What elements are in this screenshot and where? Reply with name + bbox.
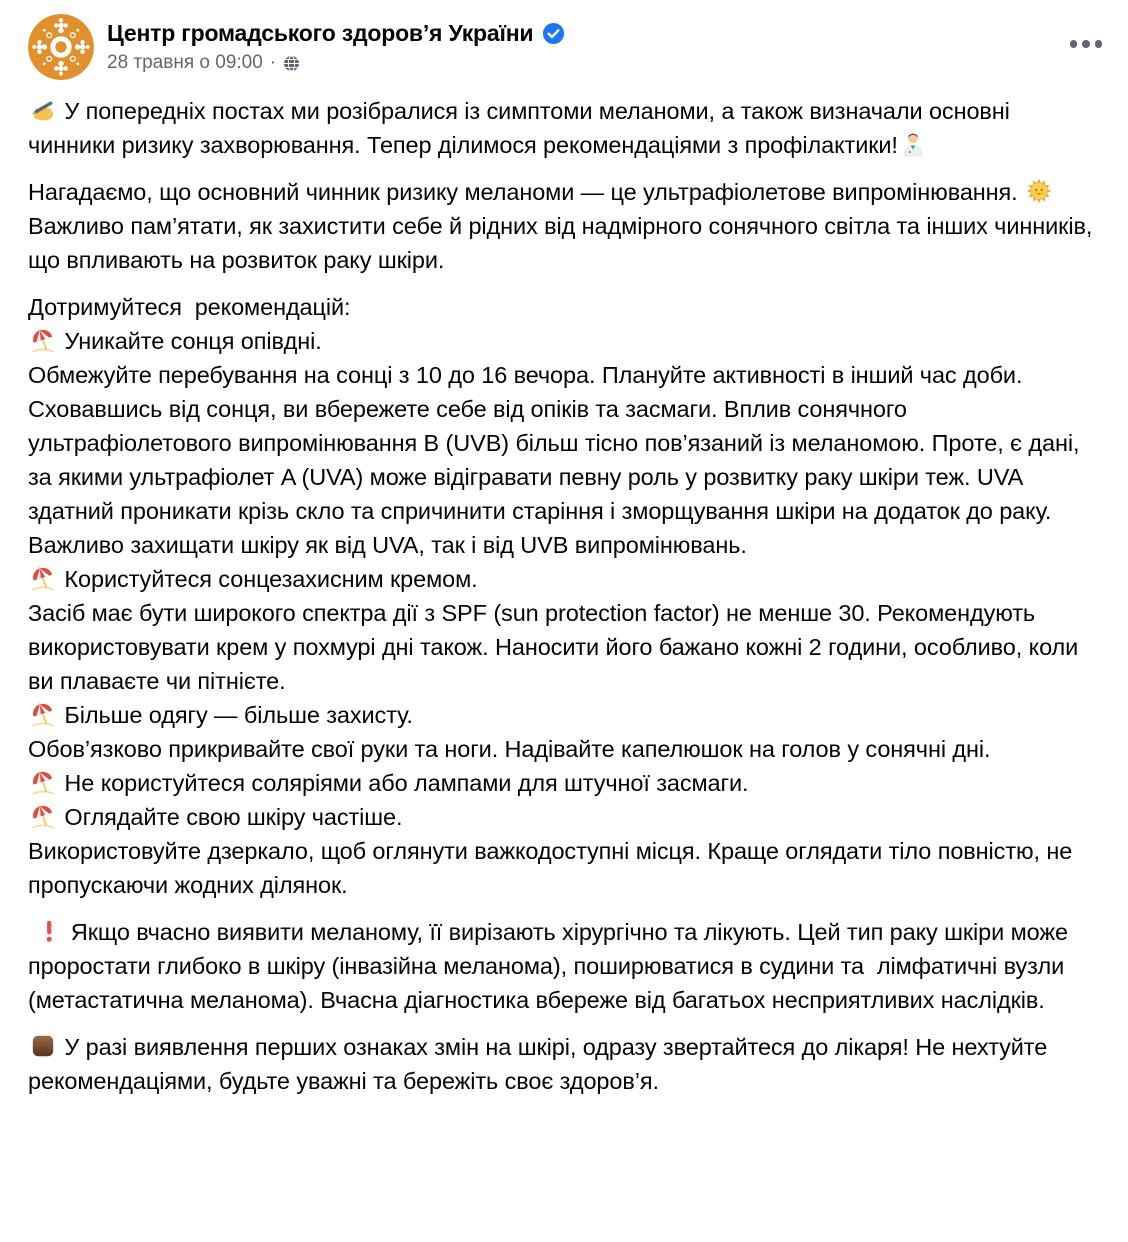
post-text-run: Якщо вчасно виявити меланому, її вирізають хірургічно та лікують. Цей тип раку шкіри може проростати глибоко в шкіру (інвазійна меланома), поширюватися в судини та лімфатичні вузли (метастатична меланома). Вчасна діагностика вбереже від багатьох несприятливих наслідків. (28, 919, 1075, 1013)
sun-with-face-emoji (1026, 178, 1052, 204)
verified-badge-icon (542, 22, 565, 45)
post-text-run: У попередніх постах ми розібралися із симптоми меланоми, а також визначали основні чинники ризику захворювання. Тепер ділимося рекомендаціями з профілактики! (28, 98, 1017, 158)
umbrella-on-ground-emoji (30, 803, 56, 829)
man-health-worker-emoji (900, 131, 926, 157)
post-text-run: Більше одягу — більше захисту. (58, 702, 413, 728)
post-paragraph (28, 915, 1098, 1017)
post-paragraph (28, 94, 1098, 162)
post-text-run: Дотримуйтеся рекомендацій: (28, 294, 351, 320)
page-name-link[interactable]: Центр громадського здоров’я України (107, 20, 534, 46)
post-options-button[interactable] (1064, 34, 1109, 54)
post-text-run: Використовуйте дзеркало, щоб оглянути важкодоступні місця. Краще оглядати тіло повністю, не пропускаючи жодних ділянок. (28, 838, 1079, 898)
post-content (0, 88, 1128, 1098)
post-timestamp-link[interactable]: 28 травня о 09:00 (107, 52, 263, 73)
separator-dot: · (269, 52, 277, 73)
post-text-run: Важливо пам’ятати, як захистити себе й рідних від надмірного сонячного світла та інших чинників, що впливають на розвиток раку шкіри. (28, 179, 1099, 273)
page-avatar[interactable] (28, 14, 94, 80)
dot-icon (1070, 40, 1078, 48)
post-text-run: Нагадаємо, що основний чинник ризику меланоми — це ультрафіолетове випромінювання. (28, 179, 1025, 205)
writing-hand-emoji (30, 97, 56, 123)
umbrella-on-ground-emoji (30, 701, 56, 727)
post-text-run: Оглядайте свою шкіру частіше. (58, 804, 403, 830)
post-text-run: У разі виявлення перших ознаках змін на шкірі, одразу звертайтеся до лікаря! Не нехтуйте рекомендаціями, будьте уважні та бережіть своє здоров’я. (28, 1034, 1054, 1094)
post-text-run: Уникайте сонця опівдні. (58, 328, 322, 354)
brown-square-emoji (30, 1033, 56, 1059)
post-text-run: Не користуйтеся соляріями або лампами для штучної засмаги. (58, 770, 749, 796)
post-paragraph (28, 175, 1098, 277)
umbrella-on-ground-emoji (30, 769, 56, 795)
post-text-run: Обмежуйте перебування на сонці з 10 до 16 вечора. Плануйте активності в інший час доби. Сховавшись від сонця, ви вбережете себе від опіків та засмаги. Вплив сонячного ультрафіолетового випромінювання B (UVB) більш тісно пов’язаний із меланомою. Проте, є дані, за якими ультрафіолет A (UVA) може відігравати певну роль у розвитку раку шкіри теж. UVA здатний проникати крізь скло та спричинити старіння і зморщування шкіри на додаток до раку. Важливо захищати шкіру як від UVA, так і від UVB випромінювань. (28, 362, 1086, 558)
umbrella-on-ground-emoji (30, 565, 56, 591)
globe-icon (283, 55, 300, 72)
post-text-run: Обов’язково прикривайте свої руки та ноги. Надівайте капелюшок на голов у сонячні дні. (28, 736, 991, 762)
post-paragraph (28, 1030, 1098, 1098)
red-exclamation-emoji (36, 918, 62, 944)
post-header (0, 0, 1128, 88)
post-text-run (28, 919, 34, 945)
post-header-text (107, 14, 565, 75)
post-text-run: Користуйтеся сонцезахисним кремом. (58, 566, 478, 592)
page-name-row (107, 19, 565, 47)
post-paragraph (28, 290, 1098, 902)
timestamp-row (107, 51, 565, 75)
umbrella-on-ground-emoji (30, 327, 56, 353)
dot-icon (1082, 40, 1090, 48)
post-text-run: Засіб має бути широкого спектра дії з SPF (sun protection factor) не менше 30. Рекомендують використовувати крем у похмурі дні також. Наносити його бажано кожні 2 години, особливо, коли ви плаваєте чи пітнієте. (28, 600, 1085, 694)
dot-icon (1095, 40, 1103, 48)
